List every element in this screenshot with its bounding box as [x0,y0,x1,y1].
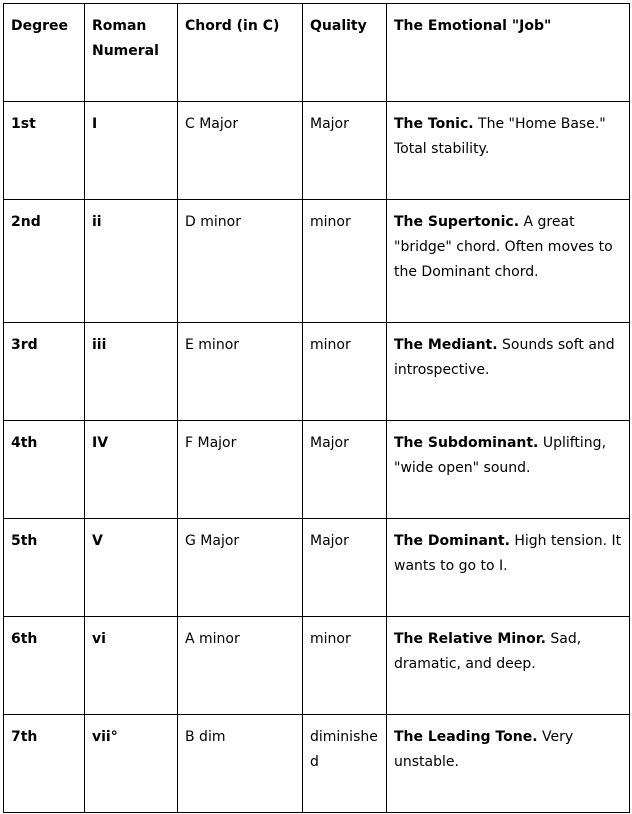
degree-cell: 4th [4,421,85,519]
header-degree: Degree [4,4,85,102]
chord-cell: G Major [178,519,303,617]
roman-numeral-cell: I [85,102,178,200]
table-row [4,519,630,617]
table-row [4,617,630,715]
chord-cell: A minor [178,617,303,715]
quality-cell: minor [303,200,387,323]
quality-cell: diminished [303,715,387,813]
quality-cell: Major [303,102,387,200]
emotional-job-cell [387,421,630,519]
role-description: Sad, dramatic, and deep. [394,631,582,672]
role-name: The Dominant. [394,533,510,549]
roman-numeral-cell: IV [85,421,178,519]
degree-cell: 7th [4,715,85,813]
scale-degrees-table [3,3,630,813]
role-description: Very unstable. [394,729,574,770]
degree-cell: 1st [4,102,85,200]
emotional-job-cell [387,519,630,617]
chord-cell: D minor [178,200,303,323]
table-row [4,323,630,421]
roman-numeral-cell: iii [85,323,178,421]
chord-cell: E minor [178,323,303,421]
role-name: The Supertonic. [394,214,520,230]
roman-numeral-cell: ii [85,200,178,323]
role-description: Uplifting, "wide open" sound. [394,435,607,476]
chord-cell: C Major [178,102,303,200]
role-description: A great "bridge" chord. Often moves to the Dominant chord. [394,214,613,280]
role-name: The Relative Minor. [394,631,546,647]
roman-numeral-cell: V [85,519,178,617]
chord-cell: F Major [178,421,303,519]
chord-cell: B dim [178,715,303,813]
quality-cell: Major [303,519,387,617]
quality-cell: minor [303,617,387,715]
emotional-job-cell [387,715,630,813]
header-quality: Quality [303,4,387,102]
quality-cell: Major [303,421,387,519]
header-chord: Chord (in C) [178,4,303,102]
emotional-job-cell [387,102,630,200]
role-description: The "Home Base." Total stability. [394,116,606,157]
header-emotional-job: The Emotional "Job" [387,4,630,102]
degree-cell: 2nd [4,200,85,323]
role-name: The Subdominant. [394,435,539,451]
table-row [4,715,630,813]
role-description: Sounds soft and introspective. [394,337,615,378]
role-name: The Tonic. [394,116,474,132]
degree-cell: 6th [4,617,85,715]
table-row [4,102,630,200]
quality-cell: minor [303,323,387,421]
table-row [4,421,630,519]
roman-numeral-cell: vii° [85,715,178,813]
role-name: The Mediant. [394,337,498,353]
roman-numeral-cell: vi [85,617,178,715]
emotional-job-cell [387,323,630,421]
role-description: High tension. It wants to go to I. [394,533,622,574]
header-roman-numeral: Roman Numeral [85,4,178,102]
degree-cell: 5th [4,519,85,617]
table-header-row [4,4,630,102]
emotional-job-cell [387,617,630,715]
role-name: The Leading Tone. [394,729,538,745]
emotional-job-cell [387,200,630,323]
table-row [4,200,630,323]
degree-cell: 3rd [4,323,85,421]
